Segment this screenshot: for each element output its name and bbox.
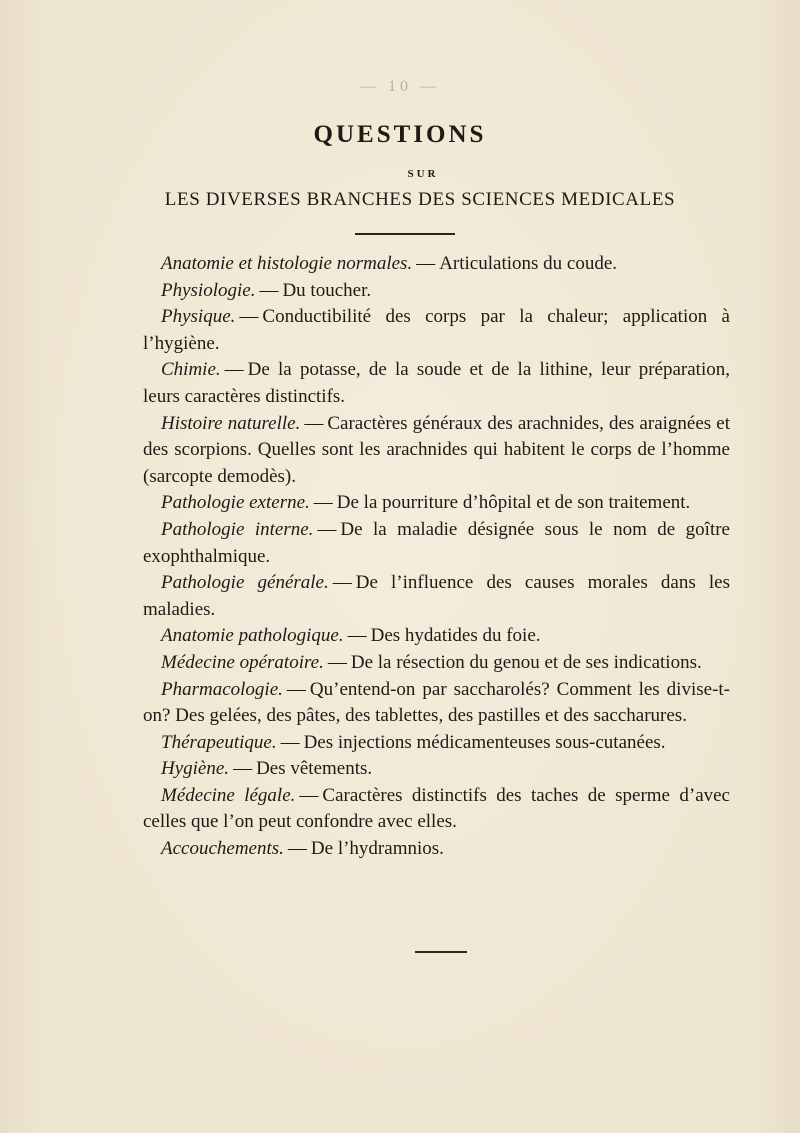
- questions-list: [143, 251, 730, 863]
- question-subject: Physique.: [161, 306, 236, 328]
- question-text: Articulations du coude.: [439, 253, 618, 274]
- question-item: [143, 677, 730, 730]
- separator-dash: —: [299, 784, 319, 806]
- question-item: [143, 623, 730, 650]
- separator-dash: —: [224, 359, 244, 381]
- question-subject: Accouchements.: [161, 838, 284, 860]
- question-item: [143, 411, 730, 491]
- question-subject: Physiologie.: [161, 279, 256, 301]
- question-subject: Histoire naturelle.: [161, 412, 301, 434]
- question-subject: Médecine légale.: [161, 784, 296, 806]
- question-item: [143, 251, 730, 278]
- separator-dash: —: [347, 625, 367, 647]
- question-text: De la potasse, de la soude et de la lithine, leur préparation, leurs caractères distinctifs.: [143, 359, 730, 407]
- question-text: De la résection du genou et de ses indications.: [350, 651, 702, 673]
- question-text: Caractères distinctifs des taches de sperme d’avec celles que l’on peut confondre avec elles.: [143, 784, 730, 833]
- question-text: Qu’entend-on par saccharolés? Comment les divise-t-on? Des gelées, des pâtes, des tablettes, des pastilles et des saccharures.: [143, 678, 730, 727]
- page-subtitle: LES DIVERSES BRANCHES DES SCIENCES MEDICALES: [164, 189, 676, 210]
- separator-dash: —: [332, 572, 352, 594]
- question-item: [143, 357, 730, 410]
- question-item: [143, 836, 730, 863]
- question-text: De la maladie désignée sous le nom de goître exophthalmique.: [143, 518, 730, 567]
- question-item: [143, 783, 730, 836]
- question-text: De l’influence des causes morales dans les maladies.: [143, 572, 730, 620]
- question-text: Des injections médicamenteuses sous-cutanées.: [303, 731, 666, 753]
- question-text: Caractères généraux des arachnides, des araignées et des scorpions. Quelles sont les arachnides qui habitent le corps de l’homme (sarcopte demodès).: [143, 412, 731, 487]
- question-subject: Pathologie générale.: [161, 572, 329, 594]
- question-text: Du toucher.: [282, 279, 372, 301]
- question-item: [143, 730, 730, 757]
- separator-dash: —: [280, 731, 300, 753]
- question-subject: Anatomie et histologie normales.: [161, 253, 413, 274]
- question-text: De la pourriture d’hôpital et de son traitement.: [336, 492, 691, 514]
- question-item: [143, 490, 730, 517]
- separator-dash: —: [304, 412, 324, 434]
- question-text: Conductibilité des corps par la chaleur; application à l’hygiène.: [143, 306, 730, 354]
- question-item: [143, 650, 730, 677]
- question-subject: Pathologie externe.: [161, 492, 310, 514]
- question-item: [143, 570, 730, 623]
- separator-dash: —: [287, 838, 307, 860]
- bottom-rule-divider: [415, 951, 467, 953]
- question-subject: Médecine opératoire.: [161, 651, 324, 673]
- question-text: Des vêtements.: [256, 758, 373, 780]
- question-item: [143, 304, 730, 357]
- page-number: — 10 —: [360, 78, 440, 95]
- separator-dash: —: [313, 492, 333, 514]
- question-subject: Anatomie pathologique.: [161, 625, 344, 647]
- question-subject: Chimie.: [161, 359, 221, 381]
- question-text: Des hydatides du foie.: [370, 625, 541, 647]
- separator-dash: —: [239, 306, 259, 328]
- separator-dash: —: [416, 253, 436, 274]
- question-text: De l’hydramnios.: [310, 838, 444, 860]
- question-subject: Pathologie interne.: [161, 518, 314, 540]
- page-title: QUESTIONS: [313, 121, 487, 148]
- question-subject: Pharmacologie.: [161, 678, 283, 700]
- separator-dash: —: [327, 651, 347, 673]
- question-item: [143, 517, 730, 570]
- separator-dash: —: [233, 758, 253, 780]
- question-subject: Hygiène.: [161, 758, 230, 780]
- separator-dash: —: [317, 518, 337, 540]
- question-subject: Thérapeutique.: [161, 731, 277, 753]
- top-rule-divider: [355, 233, 455, 235]
- separator-dash: —: [286, 678, 306, 700]
- question-item: [143, 278, 730, 305]
- question-item: [143, 756, 730, 783]
- title-connector: SUR: [407, 168, 439, 180]
- separator-dash: —: [259, 279, 279, 301]
